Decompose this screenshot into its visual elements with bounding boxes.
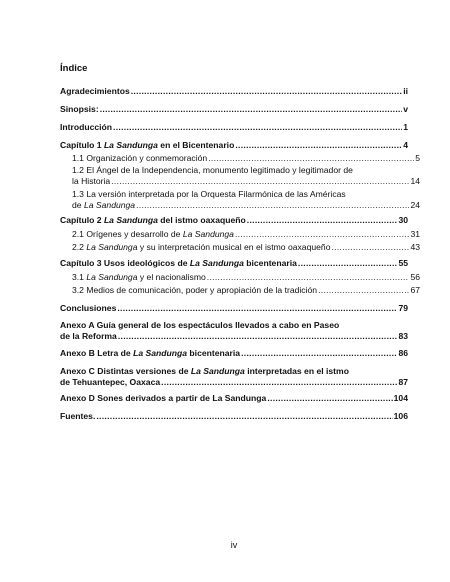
dot-leader	[96, 411, 392, 422]
italic-title: La Sandunga	[103, 215, 158, 225]
toc-entry-label	[60, 258, 297, 269]
dot-leader	[100, 104, 403, 115]
toc-page-number: 55	[398, 258, 408, 268]
toc-entry-label	[60, 331, 117, 342]
toc-entry-row	[60, 258, 408, 269]
toc-entry-anexo-c[interactable]	[60, 366, 408, 388]
dot-leader	[235, 140, 402, 151]
label-text: 1.1 Organización y conmemoración	[72, 153, 208, 163]
toc-entry-label	[60, 122, 112, 133]
toc-page-number: 106	[393, 411, 408, 421]
toc-entry-sec-1-2[interactable]	[60, 165, 420, 187]
dot-leader	[117, 303, 397, 314]
label-text: Capítulo 1	[60, 140, 104, 150]
label-text: bicentenaria	[243, 258, 297, 268]
label-text: y su interpretación musical en el istmo oaxaqueño	[137, 242, 331, 252]
toc-entry-label	[72, 272, 206, 283]
toc-entry-first-line: 1.2 El Ángel de la Independencia, monumento legitimado y legitimador de	[72, 165, 353, 175]
label-text: Anexo C Distintas versiones de	[60, 366, 191, 376]
label-text: Capítulo 2	[60, 215, 104, 225]
label-text: 2.2	[72, 242, 87, 252]
toc-entry-row	[60, 331, 408, 342]
toc-entry-row	[72, 153, 420, 164]
toc-entry-label	[60, 377, 160, 388]
italic-title: La Sandunga	[103, 140, 158, 150]
label-text: Anexo D Sones derivados a partir de La Sandunga	[60, 393, 267, 403]
label-text: Anexo B Letra de	[60, 348, 134, 358]
toc-page-number: 79	[398, 303, 408, 313]
toc-entry-label	[72, 176, 110, 187]
toc-page-number: 86	[398, 348, 408, 358]
toc-entry-label	[60, 140, 234, 151]
toc-entry-row	[60, 393, 408, 404]
dot-leader	[136, 200, 409, 211]
toc-entry-row	[60, 140, 408, 151]
toc-entry-agradecimientos[interactable]	[60, 86, 408, 97]
label-text: de Tehuantepec, Oaxaca	[60, 376, 161, 387]
label-text: Conclusiones	[60, 303, 117, 313]
toc-entry-label	[72, 285, 317, 296]
toc-entry-label	[60, 411, 95, 422]
italic-title: La Sandunga	[83, 199, 136, 210]
toc-page-number: 1	[403, 122, 408, 132]
toc-page-number: 30	[398, 215, 408, 225]
toc-entry-sec-2-1[interactable]	[60, 229, 420, 240]
toc-entry-anexo-a[interactable]	[60, 320, 408, 342]
toc-entry-row	[72, 229, 420, 240]
dot-leader	[161, 377, 397, 388]
toc-entry-row	[72, 176, 420, 187]
toc-page-number: 14	[410, 175, 420, 186]
toc-entry-sec-1-3[interactable]	[60, 189, 420, 211]
dot-leader	[267, 393, 392, 404]
toc-entry-sinopsis[interactable]	[60, 104, 408, 115]
toc-page-number: 24	[410, 199, 420, 210]
dot-leader	[131, 86, 402, 97]
label-text: 2.1 Orígenes y desarrollo de	[72, 229, 183, 239]
toc-entry-row	[72, 200, 420, 211]
toc-entry-row	[60, 122, 408, 133]
italic-title: La Sandunga	[86, 272, 138, 282]
toc-entry-label	[60, 104, 99, 115]
label-text: Agradecimientos	[60, 86, 130, 96]
toc-entry-row	[72, 242, 420, 253]
dot-leader	[241, 348, 397, 359]
italic-title: La Sandunga	[133, 348, 188, 358]
toc-entry-sec-2-2[interactable]	[60, 242, 420, 253]
dot-leader	[208, 153, 414, 164]
toc-entry-sec-3-2[interactable]	[60, 285, 420, 296]
page-number: iv	[230, 540, 238, 550]
toc-entry-sec-1-1[interactable]	[60, 153, 420, 164]
toc-entry-row	[60, 411, 408, 422]
toc-page-number: v	[403, 104, 408, 114]
italic-title: La Sandunga	[182, 229, 234, 239]
toc-entry-label	[60, 303, 116, 314]
toc-entry-anexo-d[interactable]	[60, 393, 408, 404]
toc-entry-anexo-b[interactable]	[60, 348, 408, 359]
label-text: del istmo oaxaqueño	[157, 215, 246, 225]
label-text: la Historia	[72, 175, 111, 186]
toc-entry-conclusiones[interactable]	[60, 303, 408, 314]
label-text: Capítulo 3 Usos ideológicos de	[60, 258, 190, 268]
toc-entry-first-line	[60, 366, 408, 377]
label-text: 3.1	[72, 272, 87, 282]
toc-entry-row	[72, 285, 420, 296]
toc-entry-label	[60, 86, 130, 97]
dot-leader	[207, 272, 410, 283]
label-text: Introducción	[60, 122, 113, 132]
toc-page-number: 31	[410, 229, 420, 239]
toc-page-number: 4	[403, 140, 408, 150]
toc-entry-introduccion[interactable]	[60, 122, 408, 133]
toc-page-number: 56	[410, 272, 420, 282]
toc-entry-row	[60, 215, 408, 226]
dot-leader	[111, 176, 409, 187]
dot-leader	[118, 331, 398, 342]
toc-entry-first-line: Anexo A Guía general de los espectáculos llevados a cabo en Paseo	[60, 320, 340, 330]
toc-page-number: 83	[398, 330, 408, 341]
italic-title: La Sandunga	[190, 366, 245, 376]
label-text: Sinopsis:	[60, 104, 99, 114]
dot-leader	[331, 242, 409, 253]
label-text: bicentenaria	[187, 348, 241, 358]
dot-leader	[235, 229, 409, 240]
toc-page-number: 104	[393, 393, 408, 403]
label-text: en el Bicentenario	[157, 140, 235, 150]
toc-page-number: 67	[410, 285, 420, 295]
toc-entry-fuentes[interactable]	[60, 411, 408, 422]
toc-entry-label	[60, 348, 240, 359]
toc-entry-row	[60, 303, 408, 314]
toc-entry-label	[60, 393, 266, 404]
dot-leader	[318, 285, 409, 296]
toc-entry-row	[60, 104, 408, 115]
toc-page-number: 5	[415, 153, 420, 163]
toc-page-number: 43	[410, 242, 420, 252]
toc-entry-cap2[interactable]	[60, 215, 408, 226]
toc-entry-label	[72, 153, 207, 164]
dot-leader	[298, 258, 398, 269]
toc-entry-cap3[interactable]	[60, 258, 408, 269]
toc-title: Índice	[60, 63, 88, 74]
label-text: interpretadas en el istmo	[244, 366, 349, 376]
toc-entry-sec-3-1[interactable]	[60, 272, 420, 283]
label-text: de	[72, 199, 84, 210]
toc-entry-row	[72, 272, 420, 283]
toc-page-number: 87	[398, 376, 408, 387]
label-text: 3.2 Medios de comunicación, poder y apropiación de la tradición	[72, 285, 318, 295]
toc-entry-row	[60, 377, 408, 388]
toc-entry-label	[72, 229, 234, 240]
italic-title: La Sandunga	[86, 242, 138, 252]
toc-page-number: ii	[403, 86, 408, 96]
toc-entry-label	[72, 242, 330, 253]
label-text: y el nacionalismo	[137, 272, 206, 282]
label-text: Fuentes.	[60, 411, 96, 421]
toc-entry-label	[60, 215, 246, 226]
toc-entry-label	[72, 200, 135, 211]
label-text: de la Reforma	[60, 330, 117, 341]
dot-leader	[247, 215, 398, 226]
toc-entry-row	[60, 86, 408, 97]
italic-title: La Sandunga	[189, 258, 244, 268]
toc-entry-cap1[interactable]	[60, 140, 408, 151]
toc-entry-row	[60, 348, 408, 359]
toc-entry-first-line: 1.3 La versión interpretada por la Orquesta Filarmónica de las Américas	[72, 189, 346, 199]
document-page	[60, 0, 420, 582]
dot-leader	[113, 122, 402, 133]
